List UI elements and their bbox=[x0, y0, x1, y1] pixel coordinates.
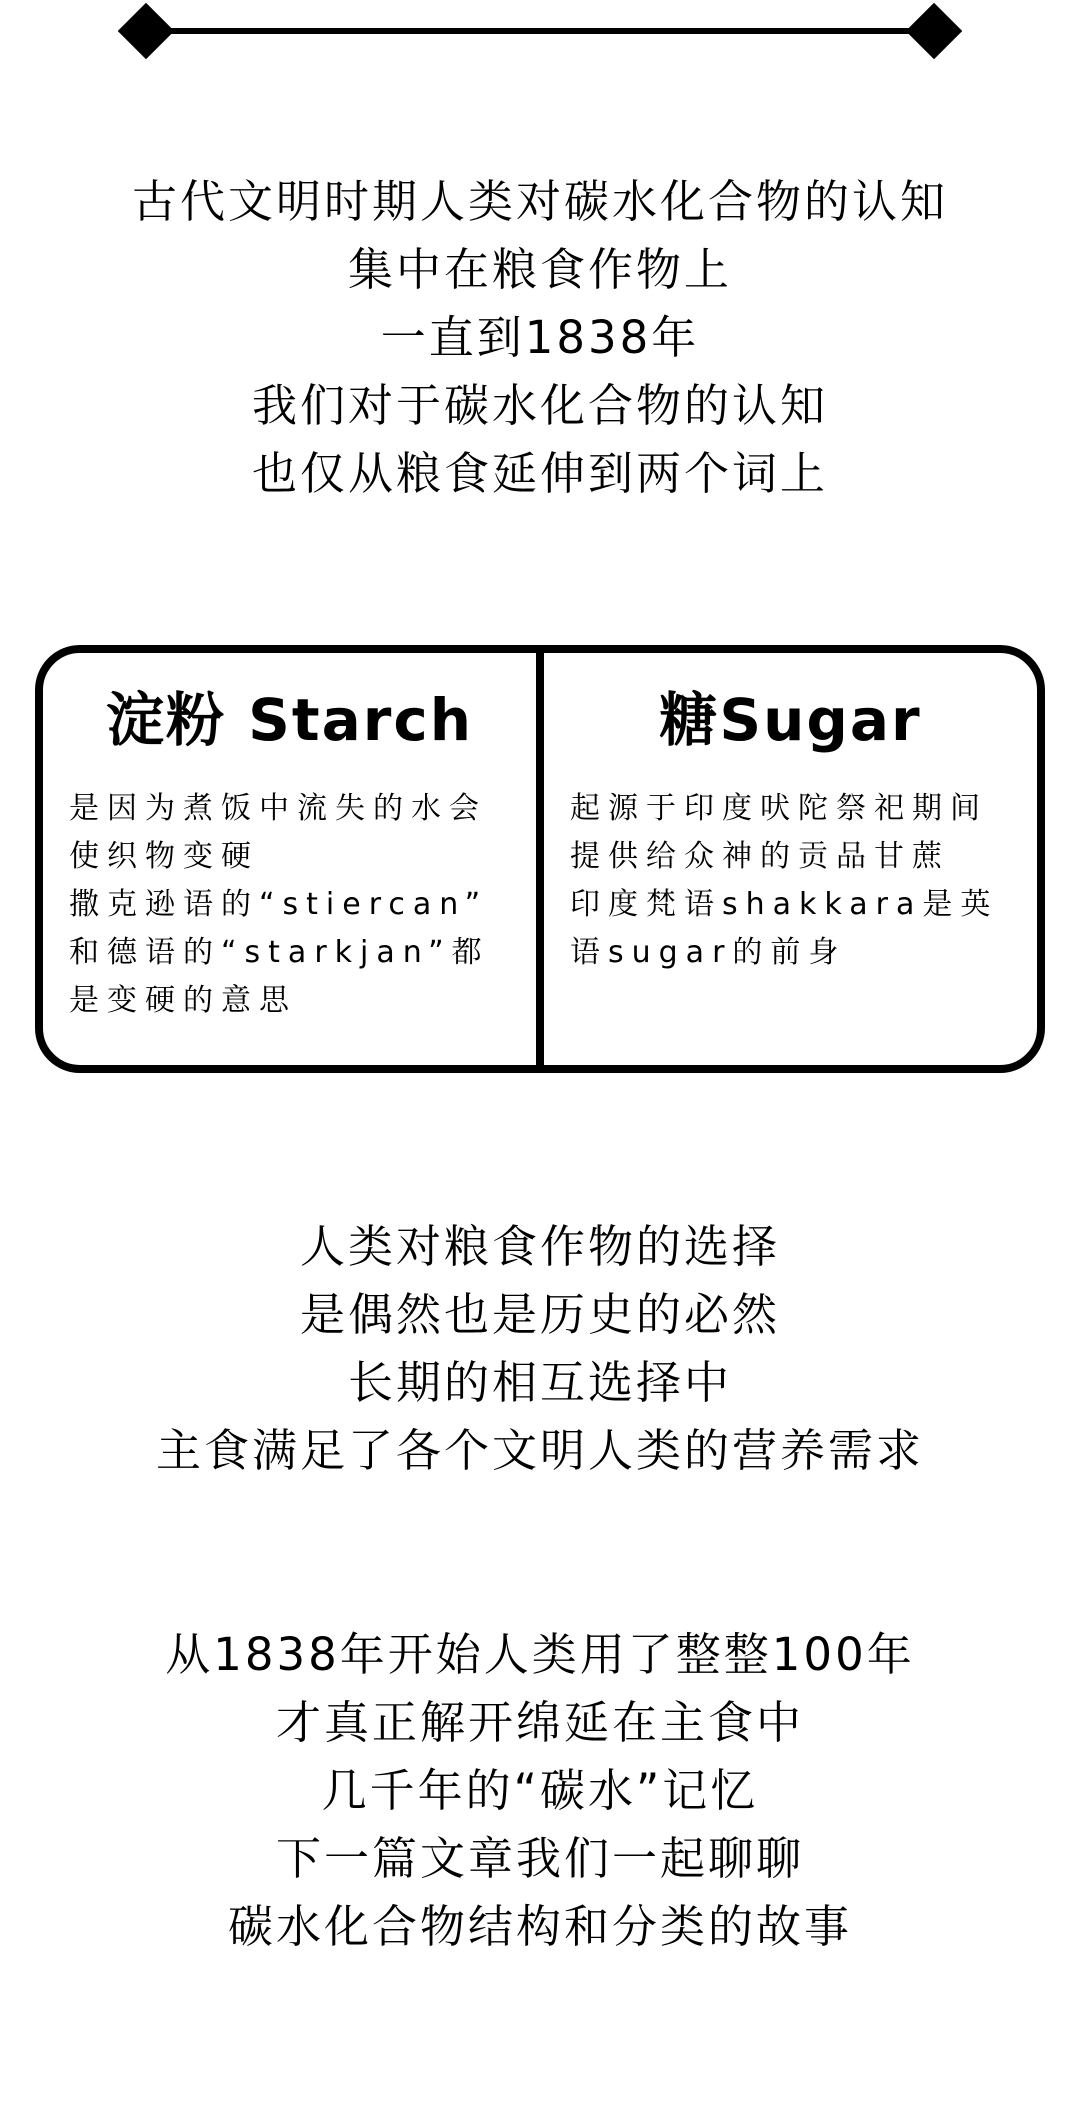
sugar-card bbox=[544, 653, 1037, 1065]
left-diamond-icon bbox=[118, 3, 175, 60]
starch-card bbox=[43, 653, 536, 1065]
intro-line: 我们对于碳水化合物的认知 bbox=[251, 379, 828, 432]
intro-line: 一直到1838年 bbox=[380, 311, 700, 364]
outro-line: 几千年的“碳水”记忆 bbox=[321, 1764, 759, 1817]
intro-line: 集中在粮食作物上 bbox=[347, 243, 732, 296]
outro-line: 碳水化合物结构和分类的故事 bbox=[227, 1900, 852, 1953]
intro-paragraph bbox=[0, 168, 1080, 508]
sugar-line: 印度梵语shakkara是英 bbox=[570, 887, 999, 922]
outro-line: 从1838年开始人类用了整整100年 bbox=[165, 1628, 915, 1681]
middle-paragraph bbox=[0, 1213, 1080, 1485]
card-column-divider bbox=[536, 653, 544, 1065]
definition-box bbox=[35, 645, 1045, 1073]
middle-line: 主食满足了各个文明人类的营养需求 bbox=[155, 1424, 924, 1477]
starch-line: 使织物变硬 bbox=[69, 839, 259, 874]
starch-line: 是变硬的意思 bbox=[69, 983, 297, 1018]
intro-line: 也仅从粮食延伸到两个词上 bbox=[251, 447, 828, 500]
divider-line bbox=[158, 28, 922, 34]
sugar-card-body bbox=[544, 785, 1037, 977]
starch-line: 撒克逊语的“stiercan” bbox=[69, 887, 489, 922]
starch-card-body bbox=[43, 785, 536, 1025]
sugar-line: 语sugar的前身 bbox=[570, 935, 847, 970]
starch-card-title: 淀粉 Starch bbox=[105, 686, 474, 754]
middle-line: 是偶然也是历史的必然 bbox=[299, 1288, 780, 1341]
middle-line: 长期的相互选择中 bbox=[347, 1356, 732, 1409]
sugar-card-title: 糖Sugar bbox=[659, 686, 922, 754]
starch-line: 是因为煮饭中流失的水会 bbox=[69, 791, 487, 826]
starch-line: 和德语的“starkjan”都 bbox=[69, 935, 490, 970]
top-divider bbox=[126, 2, 954, 60]
outro-paragraph bbox=[0, 1621, 1080, 1961]
middle-line: 人类对粮食作物的选择 bbox=[299, 1220, 780, 1273]
sugar-line: 提供给众神的贡品甘蔗 bbox=[570, 839, 950, 874]
outro-line: 下一篇文章我们一起聊聊 bbox=[275, 1832, 804, 1885]
outro-line: 才真正解开绵延在主食中 bbox=[275, 1696, 804, 1749]
sugar-line: 起源于印度吠陀祭祀期间 bbox=[570, 791, 988, 826]
right-diamond-icon bbox=[906, 3, 963, 60]
intro-line: 古代文明时期人类对碳水化合物的认知 bbox=[131, 175, 948, 228]
